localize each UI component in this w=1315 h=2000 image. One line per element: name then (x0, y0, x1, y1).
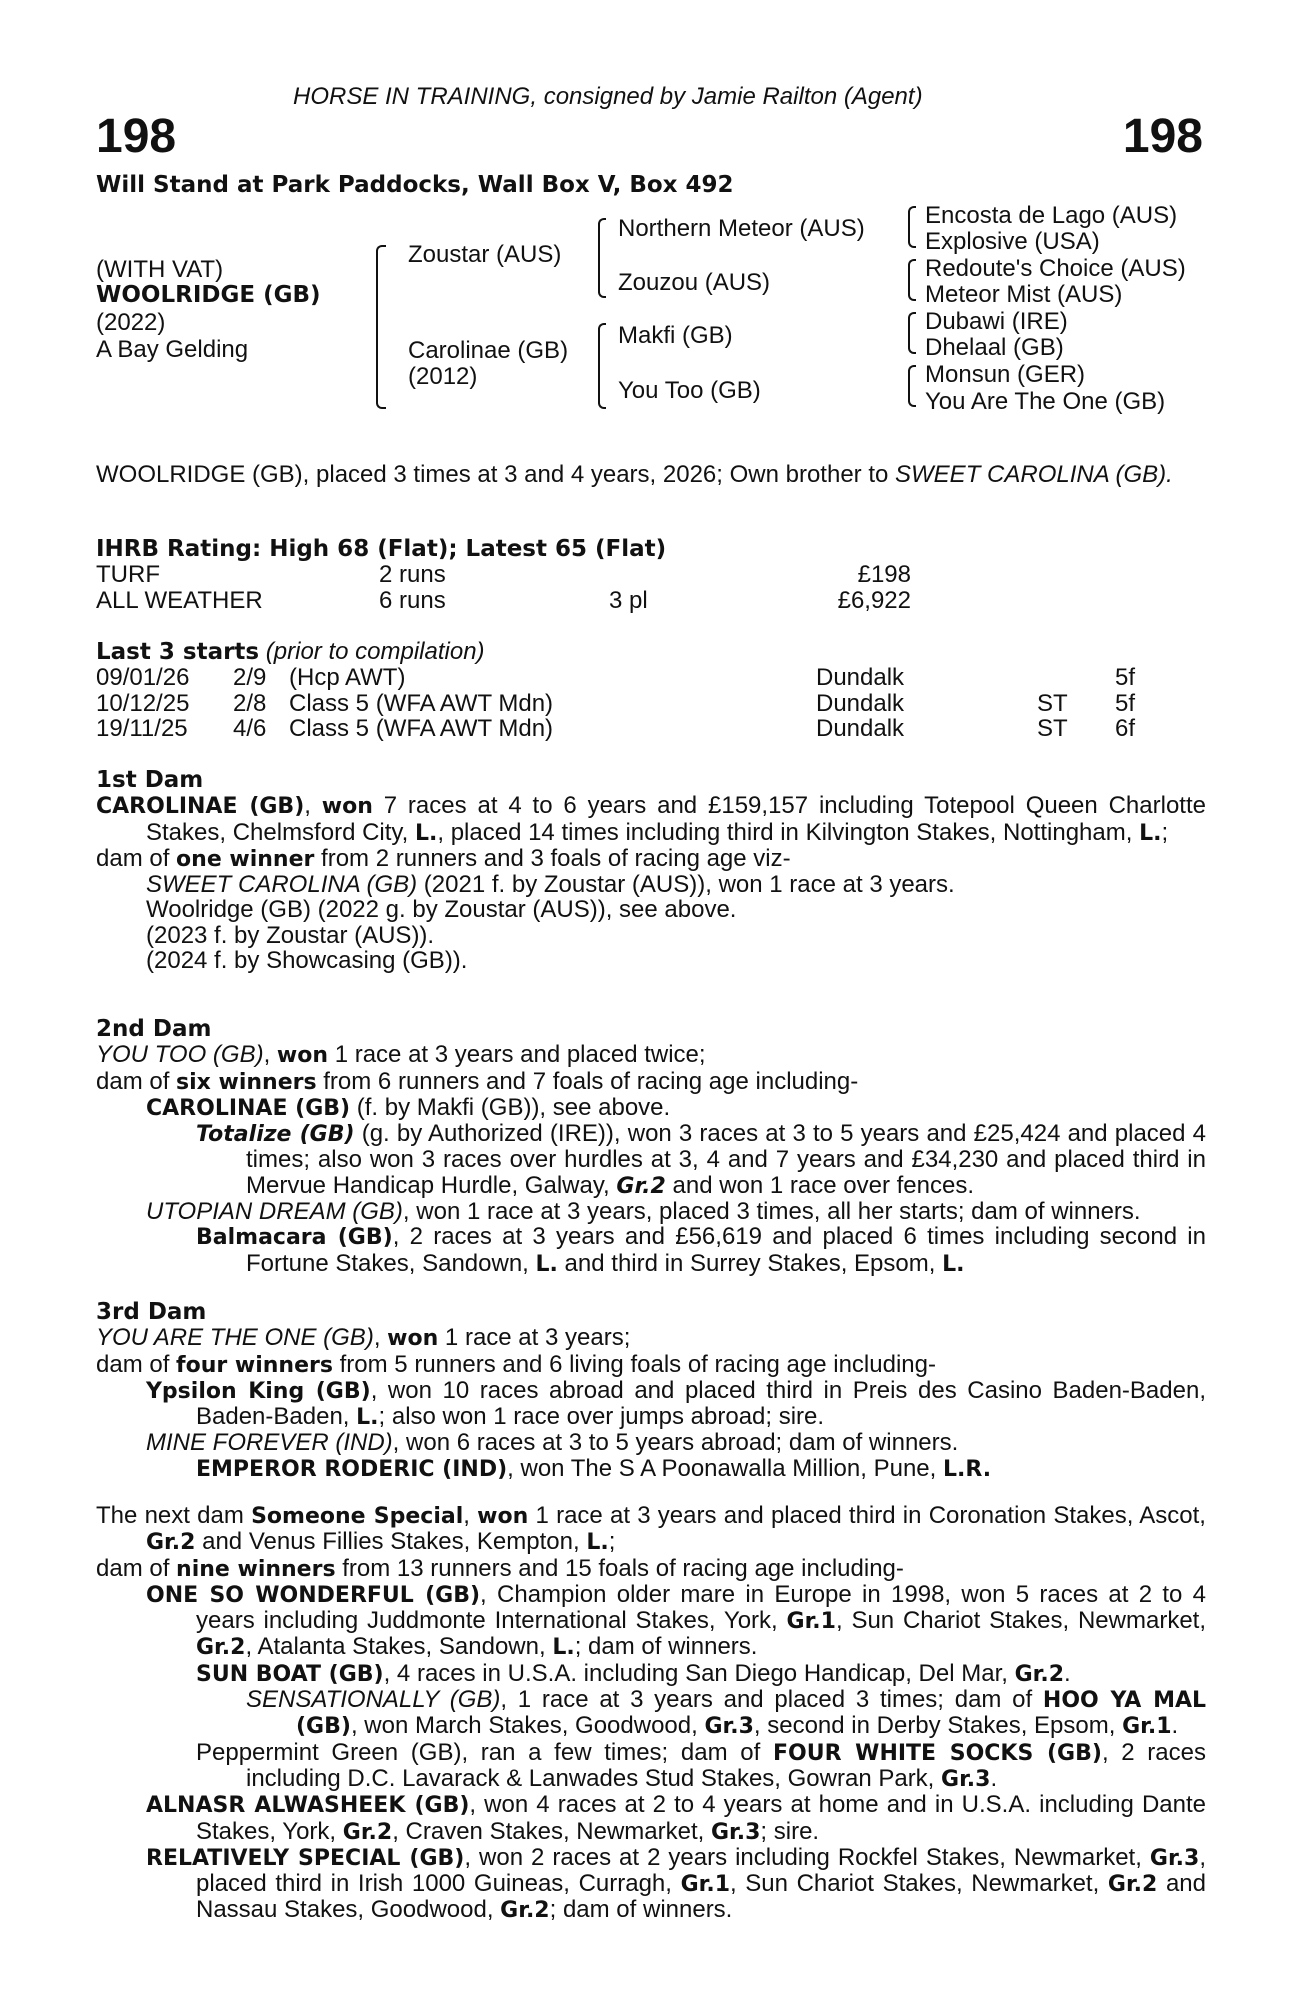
summary-brother: SWEET CAROLINA (GB). (895, 461, 1173, 488)
rating-surface: ALL WEATHER (96, 586, 263, 614)
progeny-text: . (1064, 1659, 1071, 1687)
produce-text: from 13 runners and 15 foals of racing age including- (335, 1554, 904, 1582)
start-date: 10/12/25 (96, 689, 190, 717)
progeny-name: Balmacara (GB) (196, 1225, 393, 1251)
rating-earnings: £198 (857, 561, 911, 589)
summary (96, 462, 1206, 487)
second-dam-record: YOU TOO (GB), won 1 race at 3 years and placed twice; (96, 1041, 706, 1069)
foal (96, 872, 1206, 897)
rating-placed: 3 pl (609, 586, 648, 614)
progeny (96, 1430, 1206, 1455)
progeny-text: , Sun Chariot Stakes, Newmarket, (835, 1607, 1207, 1635)
third-dam-record: YOU ARE THE ONE (GB), won 1 race at 3 years; (96, 1324, 631, 1352)
progeny (96, 1845, 1206, 1924)
progeny-name: Totalize (GB) (196, 1122, 355, 1148)
start-race: Class 5 (WFA AWT Mdn) (289, 689, 554, 717)
produce-text: dam of (96, 844, 177, 872)
start-course: Dundalk (816, 714, 905, 742)
record-text: and Venus Fillies Stakes, Kempton, (195, 1528, 587, 1556)
rating-section (96, 537, 1206, 613)
pedigree-ggp: Encosta de Lago (AUS) (925, 202, 1178, 229)
start-going: ST (1037, 689, 1068, 717)
pedigree-ggp: You Are The One (GB) (925, 388, 1166, 415)
progeny-name: SENSATIONALLY (GB) (246, 1686, 501, 1714)
stand-location: Will Stand at Park Paddocks, Wall Box V, Box 492 (96, 172, 734, 198)
next-dam-section (96, 1503, 1206, 1924)
ggp-bracket-3 (908, 312, 916, 354)
progeny-name: EMPEROR RODERIC (IND) (196, 1456, 508, 1482)
progeny-text: , won 2 races at 2 years including Rockfel Stakes, Newmarket, (464, 1843, 1150, 1871)
produce-text: from 6 runners and 7 foals of racing age including- (316, 1067, 859, 1095)
grade: Gr.1 (680, 1872, 730, 1898)
next-dam-name: Someone Special (251, 1504, 464, 1529)
start-going: ST (1037, 714, 1068, 742)
progeny-text: , won 4 races at 2 to 4 years at home and in U.S.A. including Dante Stakes, York, (196, 1791, 1206, 1845)
pedigree-sire-sire: Northern Meteor (AUS) (618, 215, 865, 242)
consignment-line: HORSE IN TRAINING, consigned by Jamie Railton (Agent) (293, 83, 923, 110)
progeny-text: , Craven Stakes, Newmarket, (392, 1817, 711, 1845)
record-text: 1 race at 3 years and placed twice; (328, 1041, 706, 1069)
progeny-text: , 4 races in U.S.A. including San Diego Handicap, Del Mar, (383, 1659, 1015, 1687)
pedigree-dam-dam: You Too (GB) (618, 377, 761, 404)
progeny-name: HOO YA MAL (GB) (296, 1688, 1207, 1740)
grade: L. (356, 1405, 379, 1431)
second-dam-heading: 2nd Dam (96, 1016, 212, 1042)
pedigree-ggp: Dhelaal (GB) (925, 334, 1064, 361)
record-text: 1 race at 3 years; (438, 1324, 631, 1352)
ggp-bracket-1 (908, 206, 916, 248)
third-dam-section (96, 1300, 1206, 1482)
start-row (96, 691, 1206, 716)
second-dam-produce (96, 1069, 1206, 1095)
progeny-name: ONE SO WONDERFUL (GB) (146, 1582, 481, 1608)
first-dam-section (96, 768, 1206, 973)
won-label: won (276, 1043, 329, 1069)
summary-text: WOOLRIDGE (GB), placed 3 times at 3 and 4 years, 2026; Own brother to (96, 461, 896, 488)
progeny (96, 1378, 1206, 1431)
foal-text: (2021 f. by Zoustar (AUS)), won 1 race at 3 years. (417, 871, 955, 899)
produce-text: dam of (96, 1554, 177, 1582)
pedigree-ggp: Monsun (GER) (925, 361, 1086, 388)
produce-text: dam of (96, 1067, 177, 1095)
start-course: Dundalk (816, 689, 905, 717)
produce-text: from 2 runners and 3 foals of racing age viz- (314, 844, 791, 872)
rating-row (96, 562, 1206, 587)
record-text: , placed 14 times including third in Kilvington Stakes, Nottingham, (437, 818, 1140, 846)
start-course: Dundalk (816, 664, 905, 692)
progeny-name: FOUR WHITE SOCKS (GB) (772, 1740, 1102, 1766)
grade: Gr.3 (941, 1766, 991, 1792)
grade: Gr.2 (146, 1530, 196, 1556)
horse-year: (2022) (96, 309, 166, 336)
progeny (96, 1224, 1206, 1277)
pedigree-dam-sire: Makfi (GB) (618, 322, 733, 349)
progeny-text: , won 10 races abroad and placed third in Preis des Casino Baden-Baden, Baden-Baden, (196, 1376, 1206, 1431)
won-label: won (387, 1326, 439, 1352)
start-row (96, 665, 1206, 690)
produce-winners: four winners (176, 1352, 333, 1378)
produce-text: from 5 runners and 6 living foals of racing age including- (332, 1350, 936, 1378)
record-text: ; (1161, 818, 1169, 846)
progeny-text: ; also won 1 race over jumps abroad; sire. (378, 1403, 825, 1431)
produce-winners: six winners (176, 1069, 317, 1095)
progeny-text: , won 6 races at 3 to 5 years abroad; dam of winners. (392, 1429, 959, 1457)
start-date: 19/11/25 (96, 714, 188, 742)
progeny-text: , second in Derby Stakes, Epsom, (753, 1712, 1123, 1740)
ggp-bracket-2 (908, 259, 916, 301)
produce-winners: one winner (176, 846, 315, 872)
progeny (96, 1582, 1206, 1661)
grade: Gr.2 (500, 1898, 550, 1924)
pedigree-ggp: Explosive (USA) (925, 228, 1100, 255)
third-dam-name: YOU ARE THE ONE (GB) (96, 1324, 374, 1352)
won-label: won (321, 794, 373, 820)
grade: Gr.2 (616, 1173, 666, 1199)
progeny-name: SUN BOAT (GB) (196, 1661, 384, 1687)
progeny-text: ; sire. (760, 1817, 820, 1845)
progeny-text: , won The S A Poonawalla Million, Pune, (507, 1454, 943, 1482)
progeny-text: (f. by Makfi (GB)), see above. (350, 1093, 671, 1121)
grade: L. (414, 820, 438, 846)
progeny-name: ALNASR ALWASHEEK (GB) (146, 1793, 470, 1819)
grade: Gr.3 (704, 1714, 754, 1740)
pedigree-bracket (376, 245, 386, 409)
last-starts-note: (prior to compilation) (265, 638, 485, 665)
last-starts-title: Last 3 starts (96, 639, 260, 665)
start-position: 2/8 (233, 689, 267, 717)
progeny-text: , 2 races including D.C. Lavarack & Lanwades Stud Stakes, Gowran Park, (246, 1738, 1206, 1792)
progeny-text: . (1171, 1712, 1179, 1740)
first-dam-record: CAROLINAE (GB), won 7 races at 4 to 6 years and £159,157 including Totepool Queen Charlotte Stakes, Chelmsford City, L., placed 14 times including third in Kilvington Stakes, Nottingham, L.; (96, 792, 1206, 846)
foal: Woolridge (GB) (2022 g. by Zoustar (AUS)), see above. (146, 896, 737, 924)
record-text: 7 races at 4 to 6 years and £159,157 including Totepool Queen Charlotte Stakes, Chelmsford City, (146, 792, 1206, 846)
progeny-text: and third in Surrey Stakes, Epsom, (557, 1249, 943, 1277)
start-date: 09/01/26 (96, 664, 190, 692)
progeny-text: (g. by Authorized (IRE)), won 3 races at 3 to 5 years and £25,424 and placed 4 times; also won 3 races over hurdles at 3, 4 and 7 years and £34,230 and placed third in Mervue Handicap Hurdle, Galway, (246, 1120, 1206, 1199)
pedigree-sire: Zoustar (AUS) (408, 241, 562, 268)
start-distance: 5f (1115, 689, 1136, 717)
progeny-text: , 2 races at 3 years and £56,619 and placed 6 times including second in Fortune Stakes, Sandown, (246, 1223, 1206, 1277)
grade: L. (552, 1635, 575, 1661)
foal-name: SWEET CAROLINA (GB) (146, 871, 418, 899)
start-position: 4/6 (233, 714, 267, 742)
grade: Gr.2 (1014, 1661, 1065, 1687)
start-race: (Hcp AWT) (289, 664, 406, 692)
start-position: 2/9 (233, 664, 267, 692)
grade: Gr.3 (1149, 1845, 1200, 1871)
rating-row (96, 588, 1206, 613)
vat-note: (WITH VAT) (96, 256, 224, 283)
ggp-bracket-4 (908, 365, 916, 407)
progeny (96, 1095, 1206, 1121)
start-row (96, 716, 1206, 741)
pedigree-dam: Carolinae (GB) (408, 337, 569, 364)
rating-surface: TURF (96, 561, 160, 589)
lot-number-right: 198 (1122, 110, 1203, 163)
second-dam-name: YOU TOO (GB) (96, 1041, 264, 1069)
progeny-text: ; dam of winners. (574, 1633, 758, 1661)
record-text: 1 race at 3 years and placed third in Coronation Stakes, Ascot, (528, 1502, 1206, 1529)
lot-number-left: 198 (96, 110, 177, 163)
second-dam-section (96, 1017, 1206, 1277)
start-distance: 6f (1115, 714, 1136, 742)
progeny-text: , Sun Chariot Stakes, Newmarket, (730, 1870, 1108, 1898)
pedigree-ggp: Redoute's Choice (AUS) (925, 255, 1186, 282)
progeny-text: , placed third in Irish 1000 Guineas, Curragh, (196, 1843, 1206, 1898)
grade: Gr.1 (1122, 1714, 1172, 1740)
start-distance: 5f (1115, 664, 1136, 692)
foal: (2023 f. by Zoustar (AUS)). (146, 921, 435, 949)
dam-bracket (598, 323, 606, 409)
progeny-text: , 1 race at 3 years and placed 3 times; dam of (500, 1686, 1043, 1714)
progeny-name: Ypsilon King (GB) (146, 1378, 371, 1404)
grade: L.R. (942, 1456, 992, 1482)
grade: Gr.3 (710, 1819, 761, 1845)
pedigree-ggp: Meteor Mist (AUS) (925, 281, 1123, 308)
progeny (96, 1687, 1206, 1740)
third-dam-heading: 3rd Dam (96, 1299, 207, 1325)
grade: Gr.2 (196, 1635, 246, 1661)
progeny-name: CAROLINAE (GB) (146, 1095, 351, 1121)
progeny-text: , won 1 race at 3 years, placed 3 times, all her starts; dam of winners. (402, 1198, 1141, 1226)
next-dam-record: The next dam Someone Special, won 1 race at 3 years and placed third in Coronation Stakes, Ascot, Gr.2 and Venus Fillies Stakes, Kempton, L.; (96, 1502, 1206, 1556)
progeny-text: , Champion older mare in Europe in 1998, won 5 races at 2 to 4 years including Juddmonte International Stakes, York, (196, 1580, 1207, 1635)
horse-name: WOOLRIDGE (GB) (96, 282, 321, 308)
progeny-text: . (990, 1764, 998, 1792)
start-race: Class 5 (WFA AWT Mdn) (289, 714, 554, 742)
rating-earnings: £6,922 (837, 586, 911, 614)
last-starts-section (96, 639, 1206, 741)
horse-description: A Bay Gelding (96, 336, 249, 363)
grade: L. (586, 1530, 609, 1556)
progeny-name: UTOPIAN DREAM (GB) (146, 1198, 403, 1226)
record-text: The next dam (96, 1502, 252, 1529)
progeny-name: RELATIVELY SPECIAL (GB) (146, 1845, 465, 1871)
pedigree-sire-dam: Zouzou (AUS) (618, 269, 771, 296)
grade: L. (1139, 820, 1162, 846)
progeny-text: ; dam of winners. (549, 1896, 733, 1924)
produce-winners: nine winners (176, 1556, 336, 1582)
won-label: won (477, 1504, 529, 1529)
produce-text: dam of (96, 1350, 177, 1378)
next-dam-produce (96, 1556, 1206, 1582)
progeny-text: , won March Stakes, Goodwood, (350, 1712, 705, 1740)
pedigree-ggp: Dubawi (IRE) (925, 308, 1068, 335)
first-dam-heading: 1st Dam (96, 767, 204, 793)
foal: (2024 f. by Showcasing (GB)). (146, 947, 468, 975)
progeny (96, 1740, 1206, 1793)
first-dam-name: CAROLINAE (GB) (96, 794, 305, 820)
rating-runs: 2 runs (379, 561, 446, 589)
progeny-text: Peppermint Green (GB), ran a few times; dam of (196, 1738, 773, 1766)
sire-bracket (598, 218, 606, 298)
grade: Gr.2 (1107, 1872, 1158, 1898)
progeny (96, 1792, 1206, 1845)
rating-title: IHRB Rating: High 68 (Flat); Latest 65 (Flat) (96, 536, 667, 562)
progeny (96, 1661, 1206, 1687)
third-dam-produce (96, 1352, 1206, 1378)
progeny (96, 1456, 1206, 1482)
progeny-text: and Nassau Stakes, Goodwood, (196, 1870, 1206, 1924)
first-dam-produce (96, 846, 1206, 872)
progeny-name: MINE FOREVER (IND) (146, 1429, 393, 1457)
progeny (96, 1199, 1206, 1224)
grade: Gr.2 (342, 1819, 393, 1845)
progeny-text: and won 1 race over fences. (665, 1171, 975, 1199)
progeny-text: , Atalanta Stakes, Sandown, (245, 1633, 553, 1661)
record-text: ; (608, 1528, 616, 1556)
grade: L. (942, 1251, 965, 1277)
progeny (96, 1121, 1206, 1199)
pedigree-dam-year: (2012) (408, 363, 478, 390)
grade: L. (535, 1251, 558, 1277)
rating-runs: 6 runs (379, 586, 446, 614)
grade: Gr.1 (786, 1609, 836, 1635)
